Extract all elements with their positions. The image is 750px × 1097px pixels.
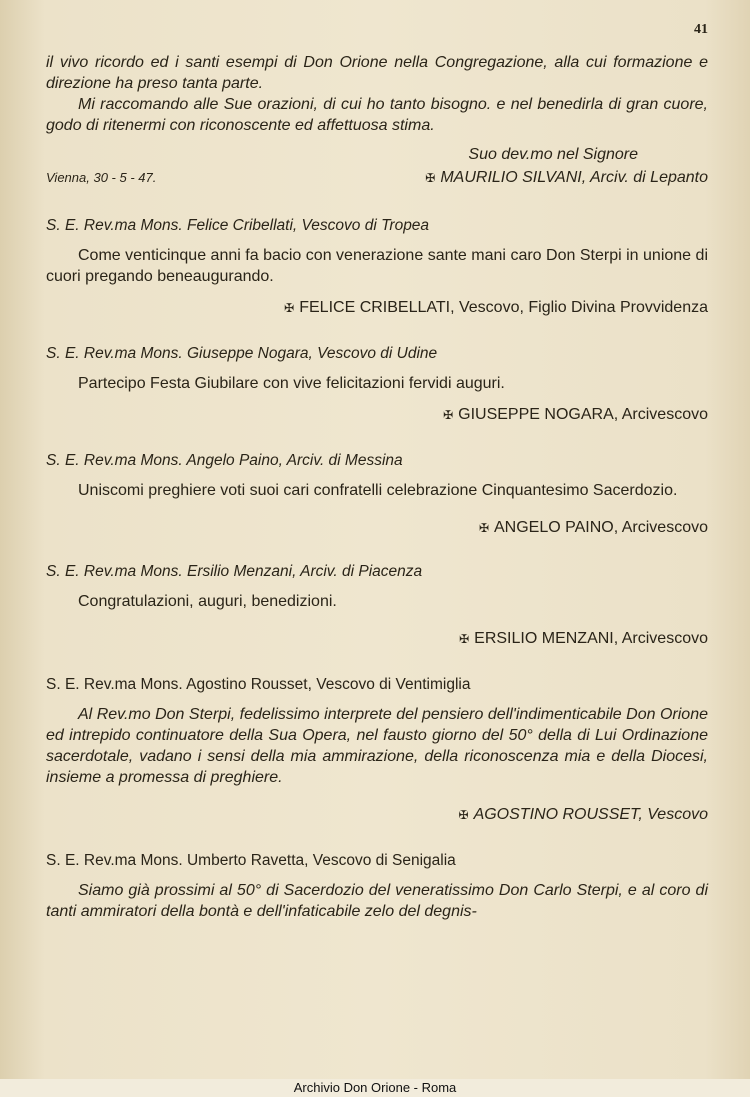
entry-header: S. E. Rev.ma Mons. Agostino Rousset, Vescovo di Ventimiglia xyxy=(46,676,471,693)
entry-header: S. E. Rev.ma Mons. Umberto Ravetta, Vescovo di Senigalia xyxy=(46,852,456,869)
entry-text: Come venticinque anni fa bacio con venerazione sante mani caro Don Sterpi in unione di cuori pregando beneaugurando. xyxy=(46,247,708,285)
entry-text: Uniscomi preghiere voti suoi cari confratelli celebrazione Cinquantesimo Sacerdozio. xyxy=(78,482,678,499)
entry-signature-text: ERSILIO MENZANI, Arcivescovo xyxy=(474,630,708,647)
entry-signature-text: GIUSEPPE NOGARA, Arcivescovo xyxy=(458,406,708,423)
cross-icon: ✠ xyxy=(478,521,489,535)
entry-signature-text: ANGELO PAINO, Arcivescovo xyxy=(494,519,708,536)
entry-header: S. E. Rev.ma Mons. Felice Cribellati, Vescovo di Tropea xyxy=(46,217,430,234)
intro-signature xyxy=(425,169,708,187)
entry-signature xyxy=(46,628,708,650)
entry-header: S. E. Rev.ma Mons. Angelo Paino, Arciv. di Messina xyxy=(46,452,403,469)
page-content xyxy=(46,52,708,922)
cross-icon: ✠ xyxy=(459,632,470,646)
intro-signature-row xyxy=(46,169,708,187)
cross-icon: ✠ xyxy=(425,171,436,185)
entry-signature xyxy=(46,404,708,426)
cross-icon: ✠ xyxy=(443,408,454,422)
entry-header: S. E. Rev.ma Mons. Ersilio Menzani, Arciv. di Piacenza xyxy=(46,563,423,580)
entry-signature-text: FELICE CRIBELLATI, Vescovo, Figlio Divina Provvidenza xyxy=(299,299,708,316)
page-number: 41 xyxy=(694,22,708,37)
entry-signature xyxy=(46,517,708,539)
entry-signature xyxy=(46,804,708,826)
archive-footer: Archivio Don Orione - Roma xyxy=(0,1079,750,1097)
cross-icon: ✠ xyxy=(284,301,295,315)
entry-signature xyxy=(46,297,708,319)
entry-header: S. E. Rev.ma Mons. Giuseppe Nogara, Vescovo di Udine xyxy=(46,345,438,362)
entry-signature-text: AGOSTINO ROUSSET, Vescovo xyxy=(473,806,708,823)
intro-signature-text: MAURILIO SILVANI, Arciv. di Lepanto xyxy=(440,169,708,186)
intro-paragraph-2: Mi raccomando alle Sue orazioni, di cui ho tanto bisogno. e nel benedirla di gran cuore, godo di ritenermi con riconoscente ed affettuosa stima. xyxy=(46,96,708,134)
entry-text: Congratulazioni, auguri, benedizioni. xyxy=(78,593,337,610)
place-date: Vienna, 30 - 5 - 47. xyxy=(46,170,157,185)
entry-text: Partecipo Festa Giubilare con vive felicitazioni fervidi auguri. xyxy=(78,375,505,392)
intro-closing: Suo dev.mo nel Signore xyxy=(468,146,638,163)
cross-icon: ✠ xyxy=(458,808,469,822)
entry-text: Al Rev.mo Don Sterpi, fedelissimo interprete del pensiero dell'indimenticabile Don Orione ed intrepido continuatore della Sua Opera, nel fausto giorno del 50° della di Lui Ordinazione sacerdotale, vadano i sensi della mia ammirazione, della riconoscenza mia e della Diocesi, insieme a promessa di preghiere. xyxy=(46,706,708,786)
entry-text: Siamo già prossimi al 50° di Sacerdozio del veneratissimo Don Carlo Sterpi, e al coro di tanti ammiratori della bontà e dell'infaticabile zelo del degnis- xyxy=(46,882,708,920)
intro-paragraph-1: il vivo ricordo ed i santi esempi di Don Orione nella Congregazione, alla cui formazione e direzione ha preso tanta parte. xyxy=(46,54,708,92)
